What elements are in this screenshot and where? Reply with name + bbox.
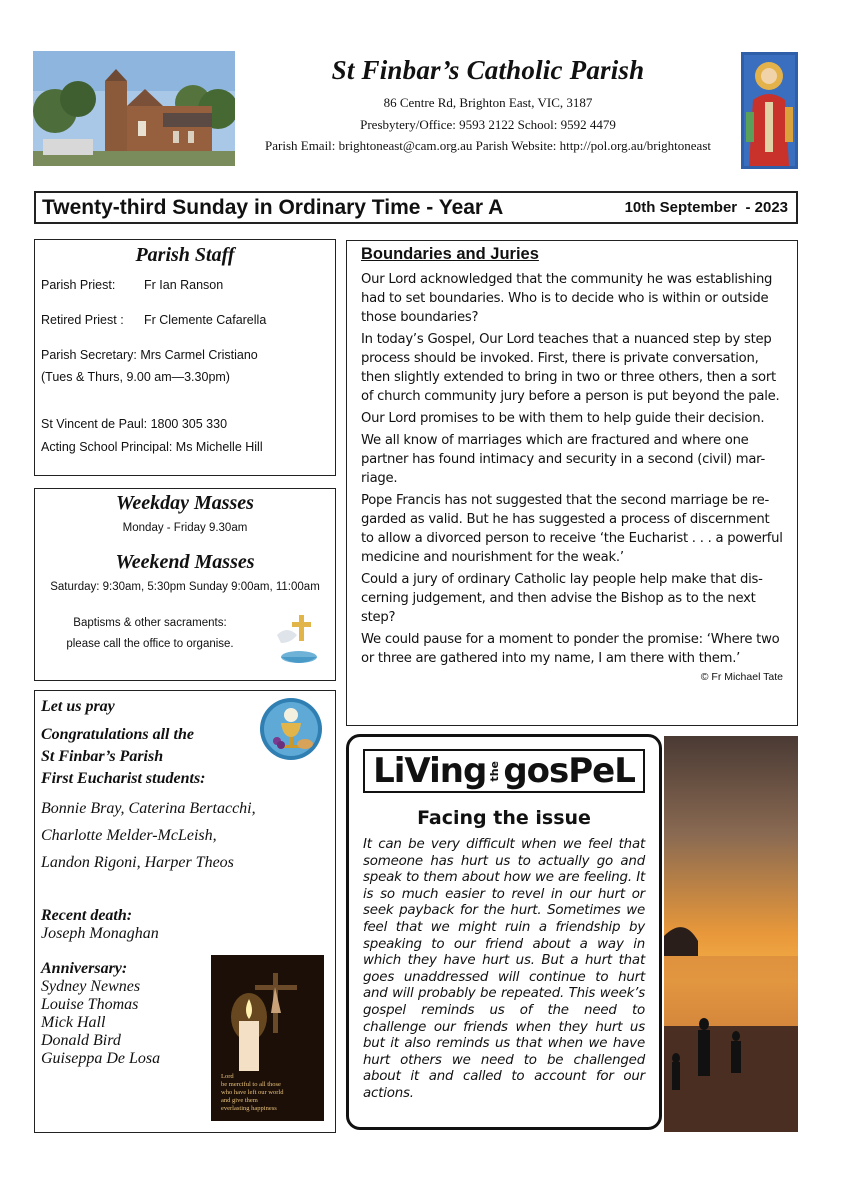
sunset-beach-photo [664,736,798,1132]
dove-baptism-icon [273,613,323,668]
candle-caption-line: be merciful to all those [221,1081,281,1088]
sacraments-line-1: Baptisms & other sacraments: [73,617,227,629]
article-paragraph: We could pause for a moment to ponder the promise: ‘Where two or three are gathered into my name, I am there with them.’ [361,632,780,666]
eucharist-chalice-icon [259,697,324,761]
candle-caption-line: who have left our world [221,1089,284,1096]
living-the-gospel-logo [363,749,645,793]
recent-death-heading: Recent death: [41,907,133,924]
retired-name: Fr Clemente Cafarella [144,313,267,327]
students-line-1: Bonnie Bray, Caterina Bertacchi, [41,800,256,817]
article-paragraph: We all know of marriages which are fractured and where one partner has found intimacy and security in a second (civil) mar-riage. [361,433,766,486]
weekend-masses-heading: Weekend Masses [115,551,255,573]
svdp-row: St Vincent de Paul: 1800 305 330 [41,417,228,431]
article-credit: © Fr Michael Tate [700,671,783,683]
parish-header [235,50,741,154]
candle-caption [221,1073,283,1113]
anniversary-name: Mick Hall [41,1014,106,1031]
priest-name: Fr Ian Ranson [144,278,224,292]
article-paragraph: Our Lord acknowledged that the community he was establishing had to set boundaries. Who is to decide who is within or outside those boundaries? [361,272,773,325]
article-paragraph: Pope Francis has not suggested that the second marriage be re-garded as valid. But he has suggested a process of discernment to allow a divorced person to receive ‘the Eucharist . . . a powerful medicine and nourishment for the weak.’ [361,493,783,565]
logo-word-living: LiVing [373,751,487,791]
congrats-line-3: First Eucharist students: [41,770,206,787]
article-title: Boundaries and Juries [361,245,539,263]
stained-glass-saint-image [741,52,798,169]
article-paragraph: Could a jury of ordinary Catholic lay people help make that dis-cerning judgement, and then advise the Bishop as to the next step? [361,572,763,625]
sunday-title-bar [34,191,798,224]
liturgical-sunday: Twenty-third Sunday in Ordinary Time - Year A [42,195,504,219]
bulletin-date: 10th September - 2023 [624,199,788,216]
parish-priest-row [41,278,329,292]
parish-address: 86 Centre Rd, Brighton East, VIC, 3187 [383,95,593,110]
weekday-mass-times: Monday - Friday 9.30am [122,522,248,534]
gospel-subtitle: Facing the issue [417,807,591,829]
parish-title: St Finbar’s Catholic Parish [331,55,645,85]
staff-heading: Parish Staff [135,244,235,266]
anniversary-name: Donald Bird [41,1032,121,1049]
retired-label: Retired Priest : [41,313,124,327]
retired-priest-row [41,313,329,327]
parish-staff-box [34,239,336,476]
parish-web: Parish Email: brightoneast@cam.org.au Parish Website: http://pol.org.au/brightoneast [265,138,711,153]
article-paragraph: Our Lord promises to be with them to help guide their decision. [361,411,765,426]
candle-caption-line: and give them [221,1097,258,1104]
candle-caption-line: Lord [221,1073,234,1080]
anniversary-name: Louise Thomas [41,996,139,1013]
living-the-gospel-panel [346,734,662,1130]
gospel-body: It can be very difficult when we feel that someone has hurt us to actually go and speak to them about how we are feeling. It is so much easier to revel in our hurt or seek payback for the hurt. Sometimes we feel that we might ruin a friendship by speaking to our friend about a way in which they have hurt us. But a hurt that goes unaddressed will continue to hurt and will probably be repeated. This week’s gospel reminds us of the need to challenge our friends when they hurt us but it also reminds us that when we have hurt others we need to be challenged about it and called to account for our actions. [363,837,645,1101]
parish-phones: Presbytery/Office: 9593 2122 School: 9592 4479 [360,117,616,132]
church-photo [33,51,235,166]
article-paragraph: In today’s Gospel, Our Lord teaches that a nuanced step by step process should be invoked. First, there is private conversation, then slightly extended to bring in two or three others, then a sort of church community jury before a person is put beyond the pale. [361,332,780,404]
weekday-masses-heading: Weekday Masses [116,492,254,514]
principal-row: Acting School Principal: Ms Michelle Hill [41,440,263,454]
weekend-mass-times: Saturday: 9:30am, 5:30pm Sunday 9:00am, 11:00am [50,581,320,593]
candle-caption-line: everlasting happiness [221,1105,277,1112]
secretary-row: Parish Secretary: Mrs Carmel Cristiano [41,348,258,362]
students-line-3: Landon Rigoni, Harper Theos [41,854,234,871]
anniversary-name: Sydney Newnes [41,978,141,995]
priest-label: Parish Priest: [41,278,116,292]
logo-word-gospel: gosPeL [503,751,635,791]
memorial-candle-image [211,955,324,1121]
students-line-2: Charlotte Melder-McLeish, [41,827,217,844]
recent-death-name: Joseph Monaghan [41,925,159,942]
congrats-line-1: Congratulations all the [41,726,194,743]
anniversary-name: Guiseppa De Losa [41,1050,161,1067]
anniversary-heading: Anniversary: [41,960,128,977]
congrats-line-2: St Finbar’s Parish [41,748,164,765]
article-box [346,240,798,726]
logo-word-the: the [488,760,502,782]
secretary-hours: (Tues & Thurs, 9.00 am—3.30pm) [41,370,230,384]
pray-heading: Let us pray [41,698,115,715]
sacraments-line-2: please call the office to organise. [66,638,234,650]
